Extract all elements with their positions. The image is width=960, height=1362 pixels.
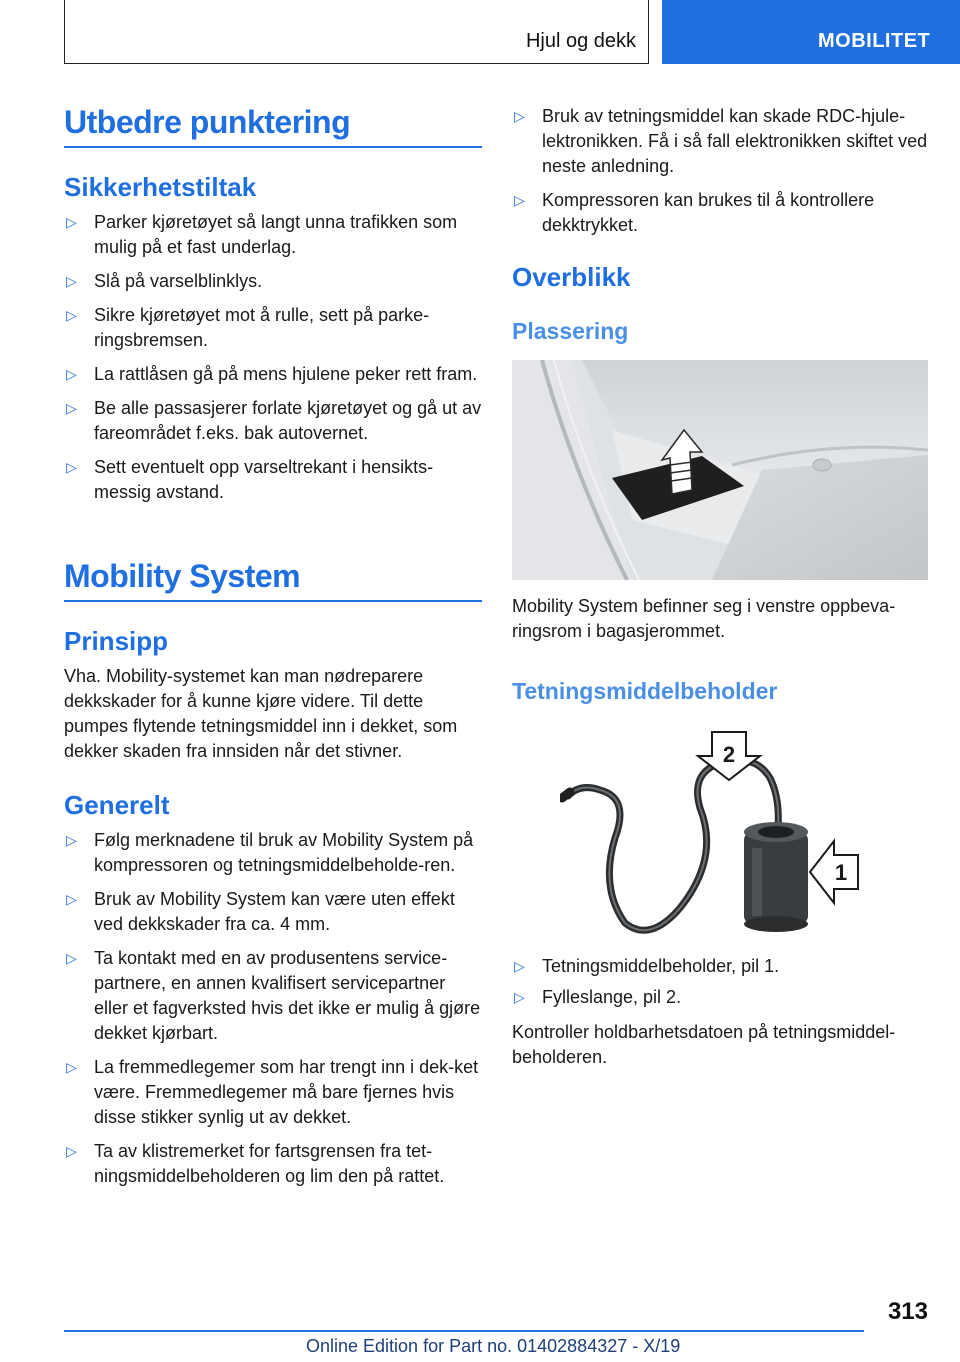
list-item: ▷ La fremmedlegemer som har trengt inn i dek-ket være. Fremmedlegemer må bare fjernes hvis disse stikker synlig ut av dekket. [66, 1057, 479, 1127]
title-rule [64, 146, 482, 148]
list-item: ▷ Kompressoren kan brukes til å kontrollere dekktrykket. [514, 190, 875, 235]
heading-overview: Overblikk [512, 262, 631, 292]
triangle-bullet-icon: ▷ [66, 214, 77, 230]
triangle-bullet-icon: ▷ [514, 958, 525, 974]
header-section-title: Hjul og dekk [525, 30, 636, 52]
header-chapter-title: MOBILITET [818, 30, 931, 52]
list-item: ▷ Fylleslange, pil 2. [512, 985, 928, 1010]
triangle-bullet-icon: ▷ [66, 891, 77, 907]
triangle-bullet-icon: ▷ [66, 1143, 77, 1159]
list-item: ▷ Bruk av tetningsmiddel kan skade RDC-hjule-lektronikken. Få i så fall elektronikken skiftet ved neste anledning. [514, 106, 928, 176]
list-item: ▷ Tetningsmiddelbeholder, pil 1. [512, 954, 928, 979]
triangle-bullet-icon: ▷ [66, 400, 77, 416]
list-item: ▷ Parker kjøretøyet så langt unna trafikken som mulig på et fast underlag. [66, 212, 458, 257]
title-utbedre-punktering: Utbedre punktering [64, 104, 351, 140]
triangle-bullet-icon: ▷ [66, 1059, 77, 1075]
heading-principle: Prinsipp [64, 626, 169, 656]
list-item: ▷ Be alle passasjerer forlate kjøretøyet og gå ut av fareområdet f.eks. bak autovernet. [66, 398, 482, 443]
principle-paragraph: Vha. Mobility-systemet kan man nødreparere dekkskader for å kunne kjøre videre. Til dette pumpes flytende tetningsmiddel inn i dekket, som dekker skaden fra innsiden når det stivner. [64, 666, 458, 761]
header-chapter-tab [662, 0, 960, 64]
sealant-container-illustration [560, 728, 870, 938]
heading-general: Generelt [64, 790, 170, 820]
triangle-bullet-icon: ▷ [66, 832, 77, 848]
list-item: ▷ Bruk av Mobility System kan være uten effekt ved dekkskader fra ca. 4 mm. [66, 889, 455, 934]
list-item: ▷ Følg merknadene til bruk av Mobility System på kompressoren og tetningsmiddelbeholde-ren. [66, 830, 474, 875]
callout-1-label: 1 [834, 860, 848, 885]
heading-container: Tetningsmiddelbeholder [512, 678, 778, 704]
safety-list [64, 210, 482, 514]
heading-safety: Sikkerhetstiltak [64, 172, 257, 202]
rdc-list [512, 104, 928, 247]
container-list [512, 954, 928, 1016]
title-mobility-system: Mobility System [64, 558, 301, 594]
trunk-location-photo [512, 360, 928, 580]
list-item: ▷ Sett eventuelt opp varseltrekant i hensikts-messig avstand. [66, 457, 434, 502]
footer-rule [64, 1330, 864, 1332]
container-paragraph: Kontroller holdbarhetsdatoen på tetningsmiddel-beholderen. [512, 1022, 896, 1067]
triangle-bullet-icon: ▷ [66, 273, 77, 289]
triangle-bullet-icon: ▷ [66, 459, 77, 475]
callout-2-label: 2 [722, 742, 736, 767]
list-item: ▷ Sikre kjøretøyet mot å rulle, sett på parke-ringsbremsen. [66, 305, 430, 350]
triangle-bullet-icon: ▷ [514, 192, 525, 208]
list-item: ▷ Slå på varselblinklys. [64, 269, 482, 294]
location-paragraph: Mobility System befinner seg i venstre oppbeva-ringsrom i bagasjerommet. [512, 596, 896, 641]
sealant-container-diagram [560, 728, 870, 938]
general-list [64, 828, 482, 1198]
header-section-box [64, 0, 649, 64]
trunk-illustration [512, 360, 928, 580]
triangle-bullet-icon: ▷ [514, 108, 525, 124]
footer-edition: Online Edition for Part no. 01402884327 - X/19 [306, 1336, 681, 1356]
list-item: ▷ La rattlåsen gå på mens hjulene peker rett fram. [64, 362, 482, 387]
triangle-bullet-icon: ▷ [66, 307, 77, 323]
list-item: ▷ Ta kontakt med en av produsentens service-partnere, en annen kvalifisert servicepartner eller et fagverksted hvis det ikke er mulig å gjøre dekket kjørbart. [66, 948, 481, 1043]
list-item: ▷ Ta av klistremerket for fartsgrensen fra tet-ningsmiddelbeholderen og lim den på rattet. [66, 1141, 445, 1186]
triangle-bullet-icon: ▷ [514, 989, 525, 1005]
title-rule [64, 600, 482, 602]
triangle-bullet-icon: ▷ [66, 950, 77, 966]
page-number: 313 [887, 1298, 928, 1325]
triangle-bullet-icon: ▷ [66, 366, 77, 382]
heading-location: Plassering [512, 318, 629, 344]
